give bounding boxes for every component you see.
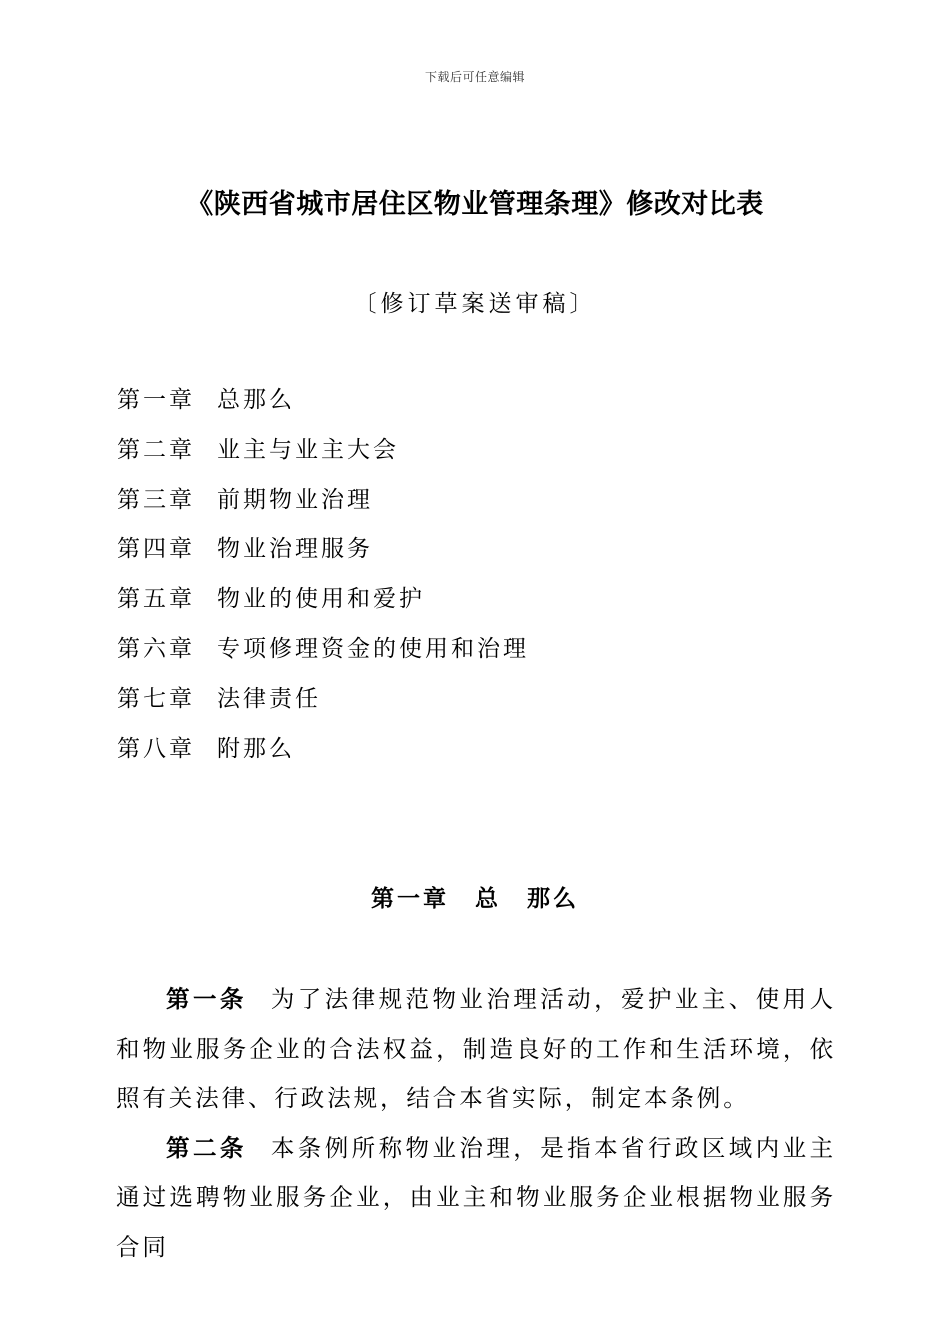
toc-chapter-number: 第六章 xyxy=(117,635,195,662)
chapter-heading-part1: 总 xyxy=(475,885,501,912)
toc-item xyxy=(117,380,529,430)
toc-chapter-name: 法律责任 xyxy=(217,685,321,712)
toc-item xyxy=(117,430,529,480)
chapter-heading-number: 第一章 xyxy=(371,885,449,912)
toc-chapter-name: 前期物业治理 xyxy=(217,486,373,513)
toc-chapter-name: 物业治理服务 xyxy=(217,536,373,563)
toc-chapter-number: 第二章 xyxy=(117,436,195,463)
header-note: 下载后可任意编辑 xyxy=(424,70,525,84)
toc-chapter-number: 第五章 xyxy=(117,586,195,613)
toc-chapter-number: 第七章 xyxy=(117,685,195,712)
document-title: 《陕西省城市居住区物业管理条理》修改对比表 xyxy=(186,189,764,220)
toc-chapter-name: 专项修理资金的使用和治理 xyxy=(217,635,529,662)
article-label: 第二条 xyxy=(166,1133,247,1162)
chapter-heading-part2: 那么 xyxy=(527,885,579,912)
toc-chapter-name: 业主与业主大会 xyxy=(217,436,399,463)
toc-item xyxy=(117,529,529,579)
toc-chapter-name: 总那么 xyxy=(217,387,295,413)
toc-item xyxy=(117,629,529,679)
article-text: 本条例所称物业治理，是指本省行政区域内业主通过选聘物业服务企业，由业主和物业服务企业根据物业服务合同 xyxy=(116,1133,837,1261)
table-of-contents xyxy=(117,380,529,778)
toc-chapter-number: 第一章 xyxy=(117,387,195,413)
article-paragraph xyxy=(116,975,836,1124)
body-text xyxy=(116,975,836,1273)
article-paragraph xyxy=(116,1124,836,1273)
article-text: 为了法律规范物业治理活动，爱护业主、使用人和物业服务企业的合法权益，制造良好的工作和生活环境，依照有关法律、行政法规，结合本省实际，制定本条例。 xyxy=(116,985,837,1113)
toc-chapter-name: 附那么 xyxy=(217,735,295,762)
toc-item xyxy=(117,679,529,729)
toc-chapter-number: 第八章 xyxy=(117,735,195,762)
toc-chapter-number: 第四章 xyxy=(117,536,195,563)
toc-chapter-name: 物业的使用和爱护 xyxy=(217,586,425,613)
toc-item xyxy=(117,579,529,629)
document-subtitle: 〔修订草案送审稿〕 xyxy=(353,291,597,317)
toc-item xyxy=(117,480,529,530)
chapter-heading xyxy=(0,880,950,913)
toc-item xyxy=(117,729,529,779)
article-label: 第一条 xyxy=(166,985,247,1013)
toc-chapter-number: 第三章 xyxy=(117,486,195,513)
